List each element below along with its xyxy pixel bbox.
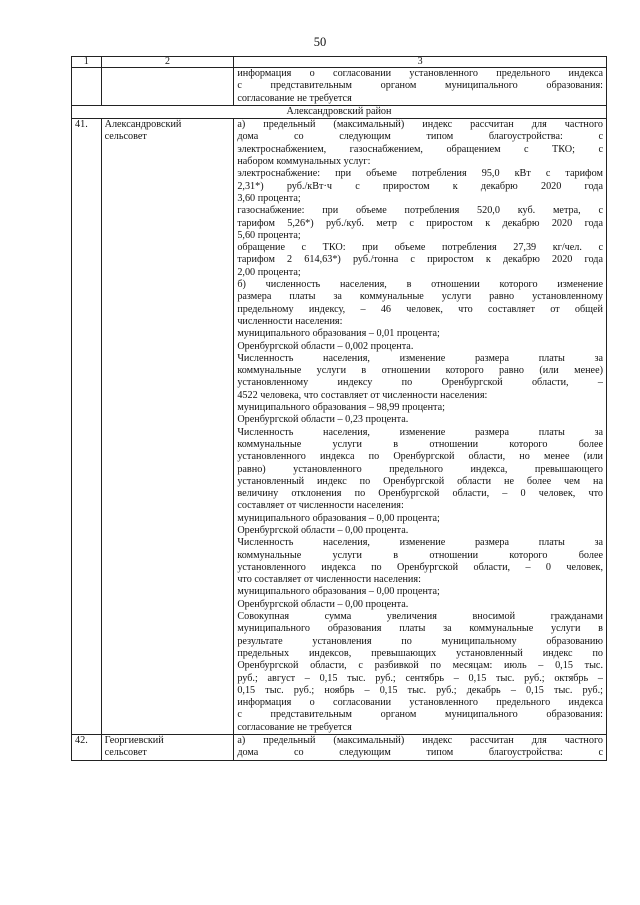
settlement-name: Александровский сельсовет <box>101 119 234 735</box>
district-title: Александровский район <box>72 105 607 118</box>
text-line: предельных индексов, превышающих установленный индекс по <box>237 647 603 659</box>
text-line: набором коммунальных услуг: <box>237 156 371 168</box>
text-line: коммунальные услуги в отношении которого равно (или менее) <box>237 365 603 377</box>
table-row <box>72 735 607 761</box>
text-line: предельному индексу, – 46 человек, что составляет от общей <box>237 303 603 315</box>
text-line: Оренбургской области – 0,00 процента. <box>237 524 409 536</box>
header-col-3: 3 <box>234 57 607 68</box>
table-row <box>72 119 607 735</box>
text-line: 2,00 процента; <box>237 266 301 278</box>
text-line: с представительным органом муниципального образования: <box>237 709 603 721</box>
text-line: Численность населения, изменение размера платы за <box>237 537 603 549</box>
text-line: Оренбургской области, с разбивкой по месяцам: июль – 0,15 тыс. <box>237 660 603 672</box>
text-line: 0,15 тыс. руб.; ноябрь – 0,15 тыс. руб.; декабрь – 0,15 тыс. руб.; <box>237 684 603 696</box>
text-line: согласование не требуется <box>237 721 352 733</box>
text-line: муниципального образования платы за коммунальные услуги в <box>237 623 603 635</box>
text-line: 5,60 процента; <box>237 229 301 241</box>
text-line: согласование не требуется <box>237 92 352 104</box>
text-line: результате установления по муниципальному образованию <box>237 635 603 647</box>
text-line: 3,60 процента; <box>237 192 301 204</box>
row-text-42 <box>234 735 607 761</box>
text-line: а) предельный (максимальный) индекс рассчитан для частного <box>237 735 603 747</box>
text-line: дома со следующим типом благоустройства: с <box>237 747 603 759</box>
text-line: составляет от численности населения: <box>237 500 404 512</box>
text-line: что составляет от численности населения: <box>237 574 421 586</box>
table-header-row <box>72 57 607 68</box>
text-line: Оренбургской области – 0,00 процента. <box>237 598 409 610</box>
row-number: 41. <box>72 119 102 735</box>
text-line: информация о согласовании установленного предельного индекса <box>237 68 603 79</box>
text-line: численности населения: <box>237 315 343 327</box>
text-line: равно) установленного предельного индекса, превышающего <box>237 463 603 475</box>
text-line: коммунальные услуги в отношении которого более <box>237 549 603 561</box>
text-line: руб.; август – 0,15 тыс. руб.; сентябрь – 0,15 тыс. руб.; октябрь – <box>237 672 603 684</box>
text-line: муниципального образования – 0,00 процента; <box>237 586 440 598</box>
text-line: размера платы за коммунальные услуги равно установленному <box>237 291 603 303</box>
district-row <box>72 105 607 118</box>
text-line: тарифом 2 614,63*) руб./тонна с приростом к декабрю 2020 года <box>237 254 603 266</box>
settlement-name: Георгиевский сельсовет <box>101 735 234 761</box>
row-number: 42. <box>72 735 102 761</box>
text-line: установленному индексу по Оренбургской области, – <box>237 377 603 389</box>
text-line: Численность населения, изменение размера платы за <box>237 426 603 438</box>
text-line: коммунальные услуги в отношении которого более <box>237 438 603 450</box>
text-line: установленный индекс по Оренбургской области не более чем на <box>237 475 603 487</box>
text-line: Численность населения, изменение размера платы за <box>237 352 603 364</box>
text-line: муниципального образования – 98,99 процента; <box>237 402 445 414</box>
text-line: электроснабжение: при объеме потребления 95,0 кВт с тарифом <box>237 168 603 180</box>
text-line: величину отклонения по Оренбургской области, – 0 человек, что <box>237 488 603 500</box>
text-line: муниципального образования – 0,00 процента; <box>237 512 440 524</box>
continuation-text <box>234 68 607 106</box>
text-line: электроснабжением, газоснабжением, обращением с ТКО; с <box>237 143 603 155</box>
text-line: установленного индекса по Оренбургской области, – 0 человек, <box>237 561 603 573</box>
continuation-row <box>72 68 607 106</box>
text-line: Оренбургской области – 0,002 процента. <box>237 340 414 352</box>
text-line: а) предельный (максимальный) индекс рассчитан для частного <box>237 119 603 131</box>
text-line: муниципального образования – 0,01 процента; <box>237 328 440 340</box>
text-line: Совокупная сумма увеличения вносимой гражданами <box>237 611 603 623</box>
text-line: Оренбургской области – 0,23 процента. <box>237 414 409 426</box>
row-text-41 <box>234 119 607 735</box>
header-col-2: 2 <box>101 57 234 68</box>
header-col-1: 1 <box>72 57 102 68</box>
text-line: тарифом 5,26*) руб./куб. метр с приростом к декабрю 2020 года <box>237 217 603 229</box>
page-number: 50 <box>313 35 327 49</box>
text-line: 4522 человека, что составляет от численности населения: <box>237 389 488 401</box>
text-line: установленного индекса по Оренбургской области, но менее (или <box>237 451 603 463</box>
text-line: 2,31*) руб./кВт·ч с приростом к декабрю 2020 года <box>237 180 603 192</box>
text-line: обращение с ТКО: при объеме потребления 27,39 кг/чел. с <box>237 242 603 254</box>
text-line: б) численность населения, в отношении которого изменение <box>237 279 603 291</box>
text-line: с представительным органом муниципального образования: <box>237 80 603 92</box>
text-line: дома со следующим типом благоустройства: с <box>237 131 603 143</box>
indices-table <box>71 56 607 761</box>
text-line: газоснабжение: при объеме потребления 520,0 куб. метра, с <box>237 205 603 217</box>
text-line: информация о согласовании установленного предельного индекса <box>237 697 603 709</box>
